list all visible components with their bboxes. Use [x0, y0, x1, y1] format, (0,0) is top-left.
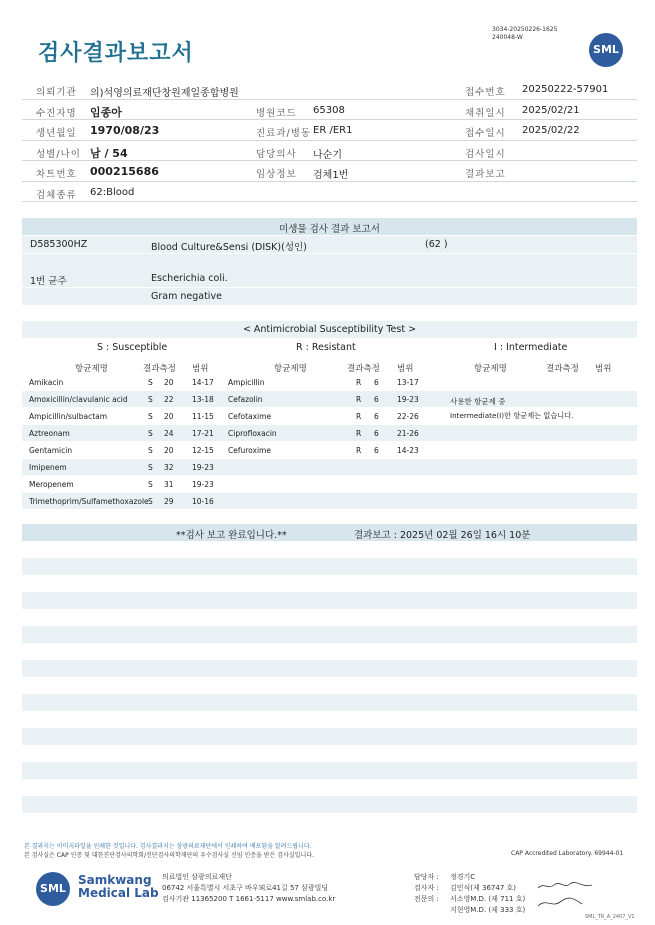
ast-interpretation: S: [148, 463, 153, 472]
ast-range: 19-23: [192, 480, 214, 489]
ast-interpretation: S: [148, 378, 153, 387]
info-value: 검체1번: [313, 170, 349, 181]
ast-zone-value: 6: [374, 446, 379, 455]
ast-drug-name: Aztreonam: [29, 429, 70, 438]
complete-band: [22, 524, 637, 541]
complete-message: **검사 보고 완료입니다.**: [176, 530, 287, 541]
empty-row: [22, 575, 637, 592]
staff-info: [414, 872, 525, 916]
ast-range: 17-21: [192, 429, 214, 438]
ast-drug-name: Cefotaxime: [228, 412, 272, 421]
info-label: 검사일시: [465, 148, 506, 160]
ast-row: [22, 459, 637, 475]
info-label: 차트번호: [36, 169, 77, 180]
form-code: SML_TR_A_2407_V1: [585, 914, 635, 920]
gram-band: [22, 288, 637, 305]
info-row: [22, 120, 637, 141]
document-number-line1: 3034-20250226-1625: [492, 26, 558, 33]
info-value: 000215686: [90, 165, 159, 178]
staff-role: 전문의 :: [414, 895, 439, 903]
info-value: 65308: [313, 104, 345, 116]
ast-drug-name: Cefazolin: [228, 395, 263, 404]
empty-row: [22, 745, 637, 762]
ast-interpretation: S: [148, 497, 153, 506]
brand-line2: Medical Lab: [78, 886, 159, 900]
staff-row: [414, 872, 525, 883]
empty-row: [22, 677, 637, 694]
col3-range-header: 범위: [595, 364, 612, 374]
info-row: [22, 182, 637, 203]
ast-title: < Antimicrobial Susceptibility Test >: [242, 324, 417, 335]
info-label: 수진자명: [36, 107, 77, 119]
ast-row: [22, 442, 637, 458]
empty-row: [22, 660, 637, 677]
info-row: [22, 161, 637, 182]
empty-row: [22, 626, 637, 643]
info-value: 남 / 54: [90, 146, 128, 160]
staff-name: 지현영M.D. (제 333 호): [450, 906, 526, 914]
accreditation-notice: 본 검사실은 CAP 인증 및 대한진단검사의학회/진단검사의학재단의 우수검사실 신임 인증을 받은 검사실입니다.: [24, 852, 314, 859]
organism-band: [22, 270, 637, 287]
ast-drug-name: Ciprofloxacin: [228, 429, 277, 438]
signature-examiner: [536, 880, 594, 892]
staff-row: [414, 894, 525, 905]
col1-drug-header: 항균제명: [75, 364, 108, 374]
brand-name: [78, 874, 159, 900]
ast-zone-value: 29: [164, 497, 174, 506]
gram-stain: Gram negative: [151, 291, 222, 302]
ast-interpretation: S: [148, 395, 153, 404]
ast-zone-value: 20: [164, 378, 174, 387]
col2-range-header: 범위: [397, 364, 414, 374]
info-label: 채취일시: [465, 107, 506, 119]
info-label: 임상정보: [256, 169, 297, 180]
intermediate-note-1: 사용한 항균제 중: [450, 397, 506, 406]
sml-footer-logo: SML: [36, 872, 70, 906]
ast-drug-name: Gentamicin: [29, 446, 73, 455]
ast-zone-value: 6: [374, 429, 379, 438]
ast-interpretation: S: [148, 412, 153, 421]
ast-range: 13-18: [192, 395, 214, 404]
ast-range: 10-16: [192, 497, 214, 506]
empty-row: [22, 762, 637, 779]
staff-name: 정경기C: [450, 873, 476, 881]
empty-row: [22, 711, 637, 728]
ast-interpretation: S: [148, 429, 153, 438]
ast-zone-value: 24: [164, 429, 174, 438]
ast-range: 11-15: [192, 412, 214, 421]
section-title: 미생물 검사 결과 보고서: [279, 224, 380, 235]
empty-row: [22, 643, 637, 660]
ast-range: 21-26: [397, 429, 419, 438]
staff-role: 검사자 :: [414, 884, 439, 892]
lab-info: [162, 872, 335, 905]
page-title: 검사결과보고서: [38, 41, 194, 66]
ast-drug-name: Amikacin: [29, 378, 64, 387]
info-value: ER /ER1: [313, 125, 353, 136]
info-label: 진료과/병동: [256, 128, 312, 139]
info-row: [22, 141, 637, 162]
info-value: 나순기: [313, 149, 342, 161]
info-label: 성별/나이: [36, 148, 81, 160]
col3-drug-header: 항균제명: [474, 364, 507, 374]
test-row-band: [22, 236, 637, 253]
brand-line1: Samkwang: [78, 873, 152, 887]
ast-row: [22, 476, 637, 492]
empty-row: [22, 796, 637, 813]
info-row: [22, 79, 637, 100]
ast-zone-value: 6: [374, 412, 379, 421]
ast-zone-value: 32: [164, 463, 174, 472]
organism-name: Escherichia coli.: [151, 273, 228, 284]
lab-org-name: 의료법인 삼광의료재단: [162, 873, 232, 881]
info-value: 20250222-57901: [522, 84, 609, 95]
ast-row: [22, 374, 637, 390]
empty-row: [22, 779, 637, 796]
info-label: 접수일시: [465, 128, 506, 139]
ast-range: 14-17: [192, 378, 214, 387]
ast-interpretation: S: [148, 480, 153, 489]
info-label: 검체종류: [36, 189, 77, 201]
ast-zone-value: 20: [164, 446, 174, 455]
legend-resistant: R : Resistant: [296, 342, 356, 353]
info-value: 2025/02/21: [522, 104, 580, 116]
ast-range: 13-17: [397, 378, 419, 387]
ast-drug-name: Trimethoprim/Sulfamethoxazole: [29, 497, 149, 506]
col3-result-header: 결과측정: [546, 364, 579, 374]
info-value: 62:Blood: [90, 186, 135, 198]
info-label: 담당의사: [256, 148, 297, 160]
ast-drug-name: Meropenem: [29, 480, 74, 489]
empty-row: [22, 558, 637, 575]
legend-intermediate: I : Intermediate: [494, 342, 568, 353]
document-number-line2: 240048-W: [492, 34, 523, 41]
cap-number: CAP Accredited Laboratory. 69944-01: [511, 850, 624, 857]
staff-name: 김민식(제 36747 호): [450, 884, 516, 892]
test-code: D585300HZ: [30, 239, 88, 250]
info-label: 접수번호: [465, 87, 506, 98]
ast-drug-name: Ampicillin: [228, 378, 265, 387]
ast-range: 19-23: [397, 395, 419, 404]
ast-row: [22, 425, 637, 441]
info-value: 2025/02/22: [522, 125, 580, 136]
col2-drug-header: 항균제명: [274, 364, 307, 374]
ast-interpretation: R: [356, 412, 362, 421]
info-label: 병원코드: [256, 107, 297, 119]
info-label: 결과보고: [465, 169, 506, 180]
ast-zone-value: 6: [374, 378, 379, 387]
sml-logo: SML: [589, 33, 623, 67]
info-value: 임종아: [90, 105, 122, 119]
col2-result-header: 결과측정: [347, 364, 380, 374]
print-notice: 본 결과지는 이미지파일을 인쇄한 것입니다. 검사결과지는 삼광의료재단에서 인쇄하여 배포됨을 알려드립니다.: [24, 843, 312, 850]
col1-range-header: 범위: [192, 364, 209, 374]
patient-info-table: [22, 79, 637, 202]
lab-address: 06742 서울특별시 서초구 바우뫼로41길 57 삼광빌딩: [162, 884, 329, 892]
staff-row: [414, 905, 525, 916]
ast-interpretation: S: [148, 446, 153, 455]
staff-name: 서소영M.D. (제 711 호): [450, 895, 526, 903]
organism-label: 1번 균주: [30, 276, 67, 287]
ast-zone-value: 31: [164, 480, 174, 489]
ast-drug-name: Amoxicillin/clavulanic acid: [29, 395, 128, 404]
ast-zone-value: 22: [164, 395, 174, 404]
report-time: 결과보고 : 2025년 02월 26일 16시 10분: [354, 530, 531, 541]
test-name: Blood Culture&Sensi (DISK)(성인): [151, 242, 307, 253]
ast-zone-value: 20: [164, 412, 174, 421]
ast-interpretation: R: [356, 446, 362, 455]
ast-zone-value: 6: [374, 395, 379, 404]
empty-row: [22, 609, 637, 626]
ast-range: 12-15: [192, 446, 214, 455]
ast-interpretation: R: [356, 429, 362, 438]
info-row: [22, 100, 637, 121]
empty-row: [22, 728, 637, 745]
ast-range: 22-26: [397, 412, 419, 421]
col1-result-header: 결과측정: [143, 364, 176, 374]
signature-specialist: [536, 894, 584, 910]
ast-range: 19-23: [192, 463, 214, 472]
info-value: 1970/08/23: [90, 124, 160, 137]
ast-drug-name: Ampicillin/sulbactam: [29, 412, 108, 421]
info-label: 의뢰기관: [36, 87, 77, 98]
intermediate-note-2: Intermediate(I)한 항균제는 없습니다.: [450, 411, 574, 420]
ast-range: 14-23: [397, 446, 419, 455]
document-number: [492, 26, 557, 42]
staff-row: [414, 883, 525, 894]
empty-band: [22, 254, 637, 271]
ast-drug-name: Imipenem: [29, 463, 67, 472]
legend-susceptible: S : Susceptible: [97, 342, 168, 353]
empty-row: [22, 592, 637, 609]
info-value: 의)석영의료재단창원제일종합병원: [90, 88, 239, 99]
empty-row: [22, 694, 637, 711]
ast-drug-name: Cefuroxime: [228, 446, 271, 455]
ast-interpretation: R: [356, 395, 362, 404]
staff-role: 담당자 :: [414, 873, 439, 881]
test-spec: (62 ): [425, 239, 448, 250]
ast-interpretation: R: [356, 378, 362, 387]
lab-contact: 검사기관 11365200 T 1661-5117 www.smlab.co.kr: [162, 895, 336, 903]
info-label: 생년월일: [36, 128, 77, 139]
